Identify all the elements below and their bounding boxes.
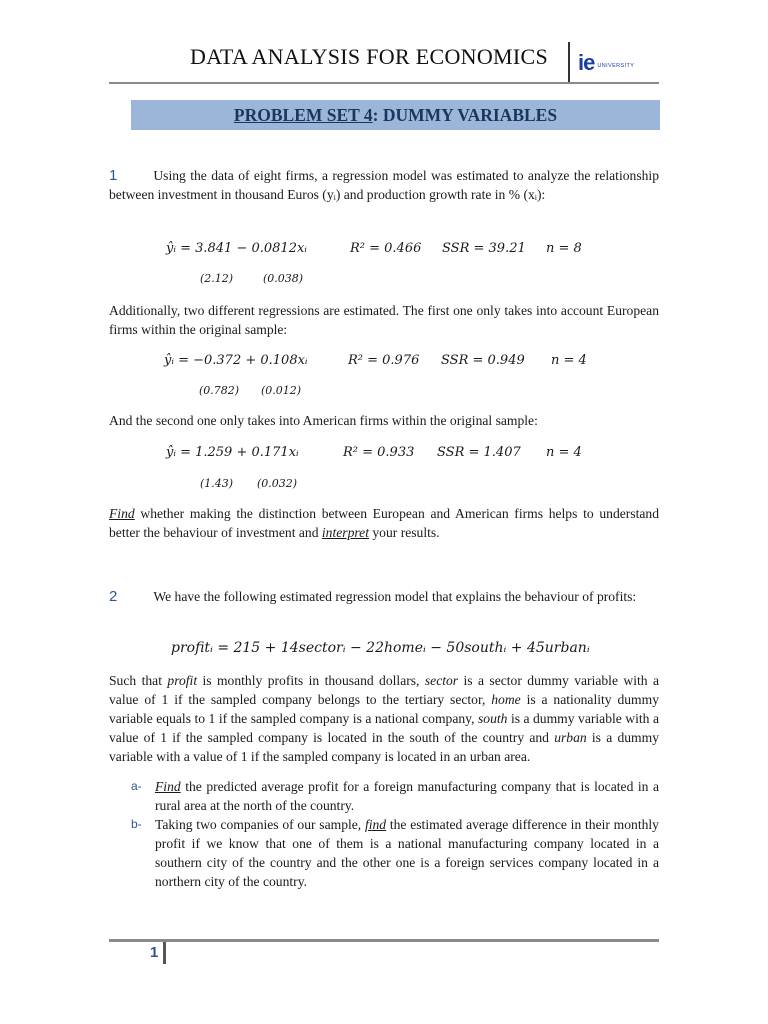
q2-def-text-5: is a dummy variable with a value of 1 if the sampled company is located in the south of the country and [109,711,659,745]
eq1-se-intercept: (2.12) [200,272,234,285]
q2-item-b-post: the estimated average difference in their monthly profit if we know that one of them is a national manufacturing company located in a southern city of the country and the other one is a foreign services company located in a northern city of the country. [155,817,659,889]
page-number-bar [163,942,166,964]
q2-def-text-4: is a nationality dummy variable equals to 1 if the sampled company is a national company, [109,692,659,726]
q1-interpret-keyword: interpret [321,525,369,540]
eq1-ssr: SSR = 39.21 [442,241,526,256]
q2-number: 2 [109,588,118,605]
eq3-r2: R² = 0.933 [343,445,415,460]
eq3-se-slope: (0.032) [257,477,298,490]
q1-task-end: your results. [368,525,440,540]
q1-task-paragraph [109,504,659,542]
q2-def-text-3: is a sector dummy variable with a value of 1 if the sampled company belongs to the tertiary sector, [109,673,660,707]
eq3-se-intercept: (1.43) [200,477,234,490]
q2-var-south: south [477,711,508,726]
q2-item-b-marker: b- [131,817,142,831]
eq1-model: ŷᵢ = 3.841 − 0.0812xᵢ [166,241,307,256]
eq2-se-slope: (0.012) [261,384,302,397]
header-divider [568,42,570,82]
eq2-n: n = 4 [551,353,587,368]
problem-set-subject: : DUMMY VARIABLES [372,105,558,125]
q1-paragraph-european: Additionally, two different regressions are estimated. The first one only takes into account European firms within the original sample: [109,303,659,337]
eq3-ssr: SSR = 1.407 [437,445,521,460]
q2-intro-paragraph [109,587,659,606]
eq1-n: n = 8 [546,241,582,256]
q1-find-keyword: Find [109,506,135,521]
document-header-title: DATA ANALYSIS FOR ECONOMICS [190,44,549,69]
q2-item-b-text [155,815,659,891]
q1-intro-paragraph [109,166,659,204]
q2-var-home: home [491,692,521,707]
q2-def-text-1: Such that [109,673,168,688]
eq3-n: n = 4 [546,445,582,460]
q2-item-b-pre: Taking two companies of our sample, [155,817,365,832]
footer-rule [109,939,659,942]
q1-number: 1 [109,167,118,184]
page-number: 1 [150,944,159,961]
eq2-model: ŷᵢ = −0.372 + 0.108xᵢ [164,353,308,368]
problem-set-number: PROBLEM SET 4 [233,105,373,125]
q2-def-text-2: is monthly profits in thousand dollars, [197,673,425,688]
q2-item-a-post: the predicted average profit for a foreign manufacturing company that is located in a rural area at the north of the country. [155,779,659,813]
q2-definitions-paragraph [109,671,659,766]
logo-ie-text: ie [578,50,595,75]
eq3-model: ŷᵢ = 1.259 + 0.171xᵢ [166,445,299,460]
eq2-se-intercept: (0.782) [199,384,240,397]
q2-item-a-keyword: Find [155,779,181,794]
ie-university-logo [578,50,634,76]
q2-item-a-marker: a- [131,779,142,793]
header-rule [109,82,659,84]
q2-var-profit: profit [167,673,198,688]
q2-intro-text: We have the following estimated regression model that explains the behaviour of profits: [153,589,637,604]
q2-var-sector: sector [424,673,459,688]
q2-def-text-6: is a dummy variable with a value of 1 if the sampled company is located in an urban area. [109,730,659,764]
q2-item-b-keyword: find [364,817,387,832]
eq1-r2: R² = 0.466 [350,241,422,256]
problem-set-title [131,100,660,130]
q2-item-a-text [155,777,659,815]
q1-intro-text: Using the data of eight firms, a regression model was estimated to analyze the relationship between investment in thousand Euros (yᵢ) and production growth rate in % (xᵢ): [109,168,659,202]
logo-university-text: UNIVERSITY [597,63,635,69]
q2-item-b [131,815,659,891]
q2-var-urban: urban [554,730,587,745]
eq2-r2: R² = 0.976 [348,353,420,368]
q2-profit-equation: profitᵢ = 215 + 14sectorᵢ − 22homeᵢ − 50southᵢ + 45urbanᵢ [171,640,590,656]
q1-task-text: whether making the distinction between European and American firms helps to understand better the behaviour of investment and [109,506,659,540]
q1-paragraph-american: And the second one only takes into American firms within the original sample: [109,413,538,428]
eq2-ssr: SSR = 0.949 [441,353,525,368]
eq1-se-slope: (0.038) [263,272,304,285]
q2-item-a [131,777,659,815]
